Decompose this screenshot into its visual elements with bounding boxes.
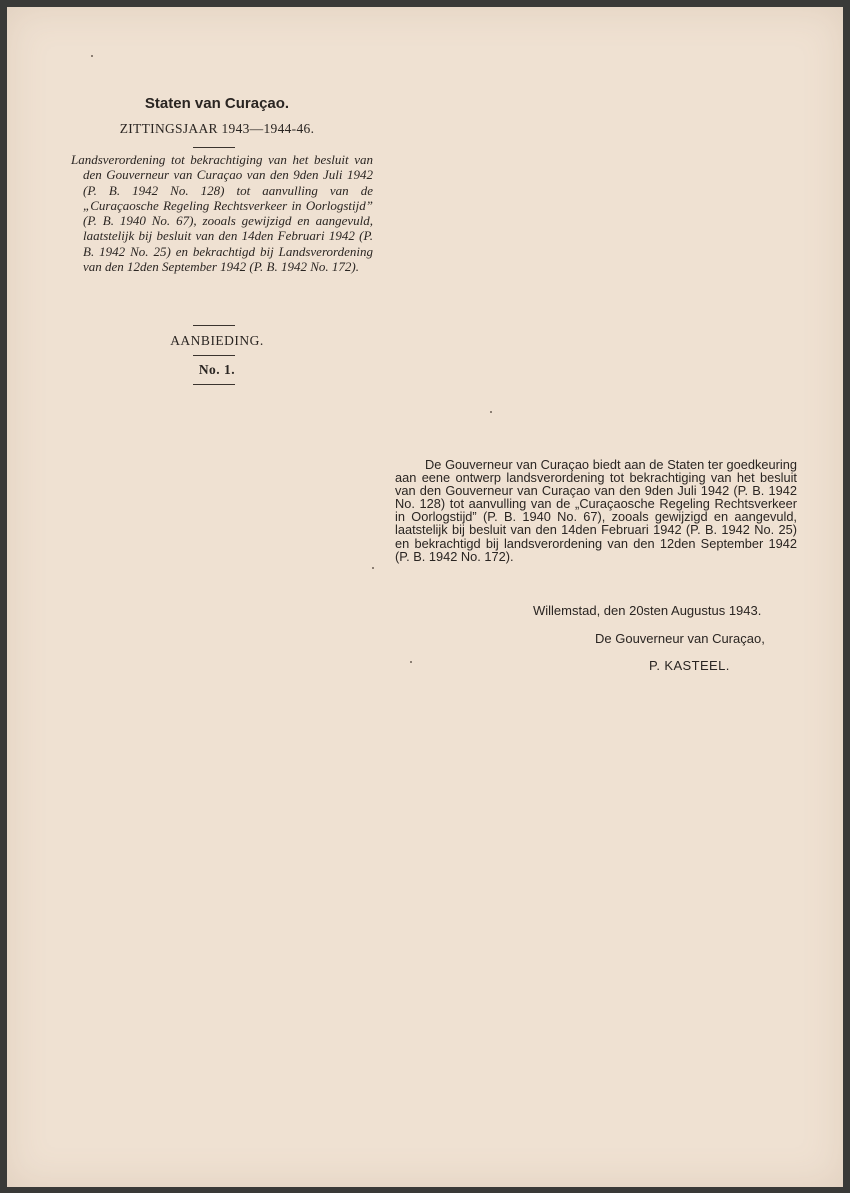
document-page (7, 7, 843, 1187)
divider (193, 147, 235, 148)
place-date: Willemstad, den 20sten Augustus 1943. (533, 603, 762, 618)
paper-speck (410, 661, 412, 663)
paper-speck (490, 411, 492, 413)
document-number: No. 1. (198, 362, 236, 377)
offer-label: AANBIEDING. (170, 333, 264, 348)
body-paragraph: De Gouverneur van Curaçao biedt aan de Staten ter goedkeuring aan eene ontwerp landsverordening tot bekrachtiging van het besluit van den Gouverneur van Curaçao van den 9den Juli 1942 (P. B. 1942 No. 128) tot aanvulling van de „Curaçaosche Regeling Rechtsverkeer in Oorlogstijd” (P. B. 1940 No. 67), zooals gewijzigd en aangevuld, laatstelijk bij besluit van den 14den Februari 1942 (P. B. 1942 No. 25) en bekrachtigd bij landsverordening van den 12den September 1942 (P. B. 1942 No. 172). (395, 457, 797, 564)
divider (193, 384, 235, 385)
paper-speck (372, 567, 374, 569)
divider (193, 325, 235, 326)
session-year: ZITTINGSJAAR 1943—1944-46. (119, 121, 315, 136)
ordinance-title: Landsverordening tot bekrachtiging van het besluit van den Gouverneur van Curaçao van den 9den Juli 1942 (P. B. 1942 No. 128) tot aanvulling van de „Curaçaosche Regeling Rechtsverkeer in Oorlogstijd” (P. B. 1940 No. 67), zooals gewijzigd en aangevuld, laatstelijk bij besluit van den 14den Februari 1942 (P. B. 1942 No. 25) en bekrachtigd bij Landsverordening van den 12den September 1942 (P. B. 1942 No. 172). (71, 152, 373, 275)
organization-heading: Staten van Curaçao. (144, 95, 290, 112)
signer-name: P. KASTEEL. (649, 658, 730, 673)
signer-title: De Gouverneur van Curaçao, (595, 631, 765, 646)
divider (193, 355, 235, 356)
paper-speck (91, 55, 93, 57)
